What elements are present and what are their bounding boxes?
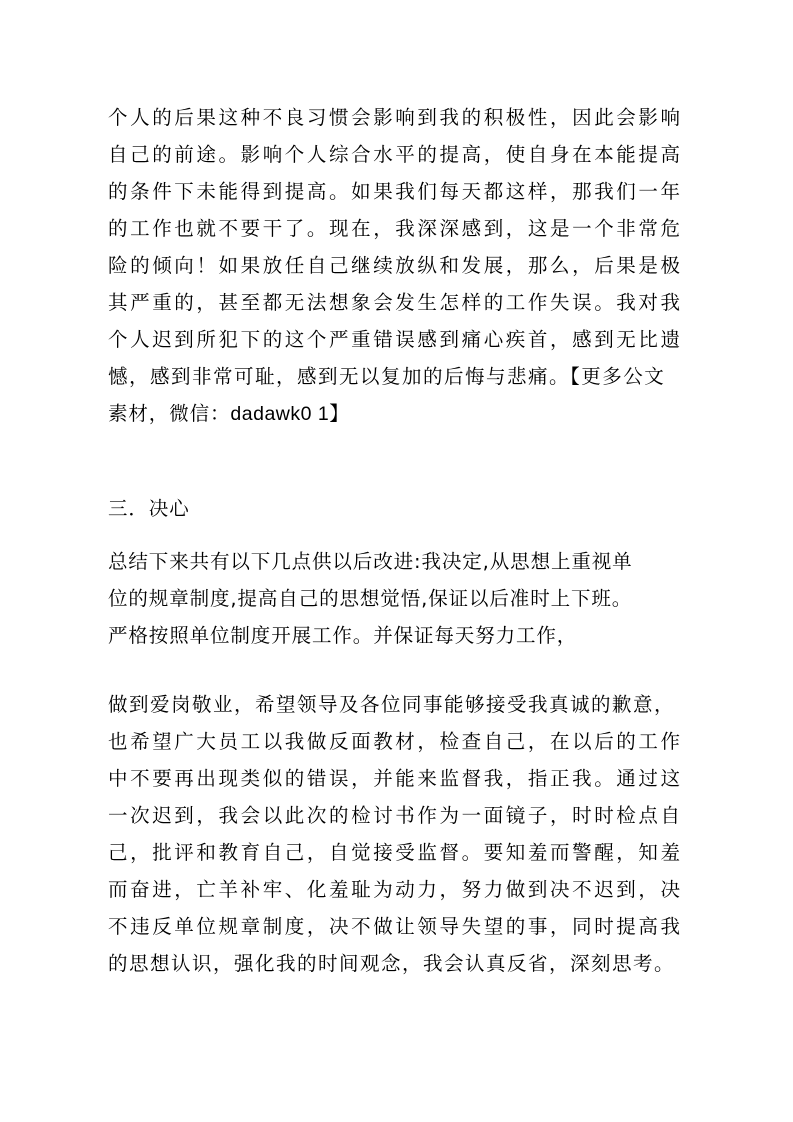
paragraph-resolution — [108, 543, 688, 654]
paragraph-consequences — [108, 99, 688, 432]
text-prefix: 素材，微信： — [108, 402, 231, 425]
text-line: 中不要再出现类似的错误，并能来监督我，指正我。通过这 — [108, 767, 683, 790]
section-heading: 三．决心 — [108, 497, 190, 520]
text-line: 个人的后果这种不良习惯会影响到我的积极性，因此会影响 — [108, 106, 683, 129]
text-line: 险的倾向！如果放任自己继续放纵和发展，那么，后果是极 — [108, 254, 683, 277]
paragraph-commitment — [108, 686, 688, 982]
text-line: 的条件下未能得到提高。如果我们每天都这样，那我们一年 — [108, 180, 683, 203]
text-line: 位的规章制度,提高自己的思想觉悟,保证以后准时上下班。 — [108, 587, 633, 610]
text-suffix: 】 — [329, 402, 350, 425]
text-line: 自己的前途。影响个人综合水平的提高，使自身在本能提高 — [108, 143, 683, 166]
text-line: 不违反单位规章制度，决不做让领导失望的事，同时提高我 — [108, 915, 683, 938]
text-line: 总结下来共有以下几点供以后改进:我决定,从思想上重视单 — [108, 550, 633, 573]
text-line: 做到爱岗敬业，希望领导及各位同事能够接受我真诚的歉意， — [108, 693, 676, 716]
text-line: 严格按照单位制度开展工作。并保证每天努力工作， — [108, 624, 578, 647]
text-line: 也希望广大员工以我做反面教材，检查自己，在以后的工作 — [108, 730, 683, 753]
section-heading-block — [108, 490, 688, 527]
text-line-wechat — [108, 395, 688, 432]
text-line: 一次迟到，我会以此次的检讨书作为一面镜子，时时检点自 — [108, 804, 683, 827]
wechat-id: dadawk0 1 — [230, 403, 330, 425]
text-line: 己，批评和教育自己，自觉接受监督。要知羞而警醒，知羞 — [108, 841, 683, 864]
text-line: 的思想认识，强化我的时间观念，我会认真反省，深刻思考。 — [108, 952, 676, 975]
text-line: 而奋进，亡羊补牢、化羞耻为动力，努力做到决不迟到，决 — [108, 878, 683, 901]
text-line: 憾，感到非常可耻，感到无以复加的后悔与悲痛。【更多公文 — [108, 365, 666, 388]
text-line: 其严重的，甚至都无法想象会发生怎样的工作失误。我对我 — [108, 291, 683, 314]
text-line: 的工作也就不要干了。现在，我深深感到，这是一个非常危 — [108, 217, 683, 240]
text-line: 个人迟到所犯下的这个严重错误感到痛心疾首，感到无比遗 — [108, 328, 683, 351]
